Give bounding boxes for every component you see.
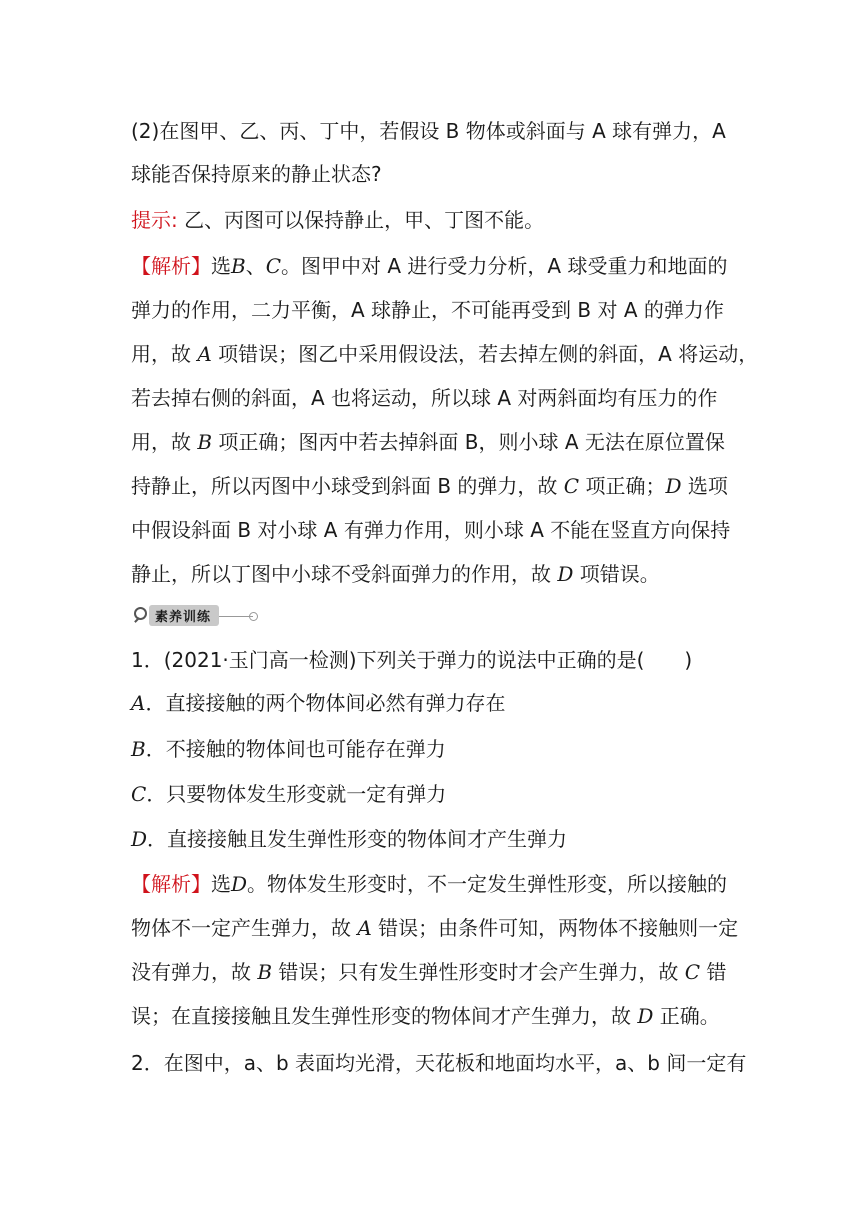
text-run: 静止，所以丁图中小球不受斜面弹力的作用，故 xyxy=(131,562,551,586)
analysis-1-line-1 xyxy=(131,253,751,279)
option-letter: B xyxy=(197,430,213,454)
decorative-tail xyxy=(219,604,259,626)
text-run: 正确。 xyxy=(659,1004,720,1028)
text-run: 用，故 xyxy=(131,430,191,454)
analysis-2-line-4 xyxy=(131,1003,751,1029)
analysis-1-line-8 xyxy=(131,561,751,587)
option-b xyxy=(131,736,751,762)
magnifier-icon xyxy=(131,605,149,625)
analysis-1-line-7: 中假设斜面 B 对小球 A 有弹力作用，则小球 A 不能在竖直方向保持 xyxy=(131,518,731,542)
text-run: 持静止，所以丙图中小球受到斜面 B 的弹力，故 xyxy=(131,474,558,498)
text-run: 误；在直接接触且发生弹性形变的物体间才产生弹力，故 xyxy=(131,1004,631,1028)
question-1-stem: 1．(2021·玉门高一检测)下列关于弹力的说法中正确的是( ) xyxy=(131,648,693,672)
analysis-2-line-1 xyxy=(131,871,751,897)
analysis-label: 【解析】 xyxy=(131,872,211,896)
text-run: 项正确； xyxy=(585,474,666,498)
option-a xyxy=(131,690,751,716)
option-letter: D xyxy=(131,827,148,851)
text-run: 错 xyxy=(706,960,727,984)
option-letter: A xyxy=(131,691,146,715)
text-run: 物体不一定产生弹力，故 xyxy=(131,916,351,940)
text-run: 项错误。 xyxy=(579,562,660,586)
analysis-2-line-2 xyxy=(131,915,751,941)
option-letter: B xyxy=(231,254,246,278)
option-letter: C xyxy=(131,782,147,806)
text-run: 项正确；图丙中若去掉斜面 B，则小球 A 无法在原位置保 xyxy=(218,430,725,454)
text-run: 没有弹力，故 xyxy=(131,960,251,984)
analysis-1-line-3 xyxy=(131,341,759,367)
analysis-1-line-4: 若去掉右侧的斜面，A 也将运动，所以球 A 对两斜面均有压力的作 xyxy=(131,386,718,410)
option-letter: C xyxy=(563,474,580,498)
option-letter: D xyxy=(231,872,248,896)
text-run: 错误；由条件可知，两物体不接触则一定 xyxy=(378,916,739,940)
analysis-1-line-6 xyxy=(131,473,751,499)
text-run: 。图甲中对 A 进行受力分析，A 球受重力和地面的 xyxy=(281,254,728,278)
section-badge xyxy=(131,604,259,626)
option-text: ．直接接触且发生弹性形变的物体间才产生弹力 xyxy=(147,827,568,851)
option-text: ．直接接触的两个物体间必然有弹力存在 xyxy=(145,691,506,715)
analysis-1-line-5 xyxy=(131,429,751,455)
text-run: 选 xyxy=(211,254,231,278)
question-2-line-1: (2)在图甲、乙、丙、丁中，若假设 B 物体或斜面与 A 球有弹力，A xyxy=(131,119,726,143)
option-letter: B xyxy=(257,960,273,984)
question-2-next-stem: 2．在图中，a、b 表面均光滑，天花板和地面均水平，a、b 间一定有 xyxy=(131,1051,747,1075)
text-run: 选项 xyxy=(687,474,728,498)
text-run: 错误；只有发生弹性形变时才会产生弹力，故 xyxy=(278,960,679,984)
option-letter: A xyxy=(357,916,372,940)
text-run: 、 xyxy=(245,254,266,278)
analysis-2-line-3 xyxy=(131,959,751,985)
section-label: 素养训练 xyxy=(149,605,219,626)
option-c xyxy=(131,781,751,807)
text-run: 用，故 xyxy=(131,342,191,366)
option-text: ．只要物体发生形变就一定有弹力 xyxy=(146,782,447,806)
question-2-line-2: 球能否保持原来的静止状态? xyxy=(131,162,382,186)
analysis-1-line-2: 弹力的作用，二力平衡，A 球静止，不可能再受到 B 对 A 的弹力作 xyxy=(131,298,724,322)
hint-line xyxy=(131,207,751,233)
option-text: ．不接触的物体间也可能存在弹力 xyxy=(145,737,446,761)
hint-label: 提示: xyxy=(131,208,178,232)
text-run: 。物体发生形变时，不一定发生弹性形变，所以接触的 xyxy=(247,872,728,896)
hint-text: 乙、丙图可以保持静止，甲、丁图不能。 xyxy=(184,208,545,232)
option-letter: C xyxy=(265,254,282,278)
option-d xyxy=(131,826,751,852)
analysis-label: 【解析】 xyxy=(131,254,211,278)
option-letter: D xyxy=(557,562,574,586)
option-letter: D xyxy=(637,1004,654,1028)
option-letter: B xyxy=(131,737,146,761)
option-letter: C xyxy=(684,960,701,984)
option-letter: D xyxy=(665,474,682,498)
option-letter: A xyxy=(197,342,212,366)
text-run: 项错误；图乙中采用假设法，若去掉左侧的斜面，A 将运动， xyxy=(218,342,759,366)
text-run: 选 xyxy=(211,872,231,896)
